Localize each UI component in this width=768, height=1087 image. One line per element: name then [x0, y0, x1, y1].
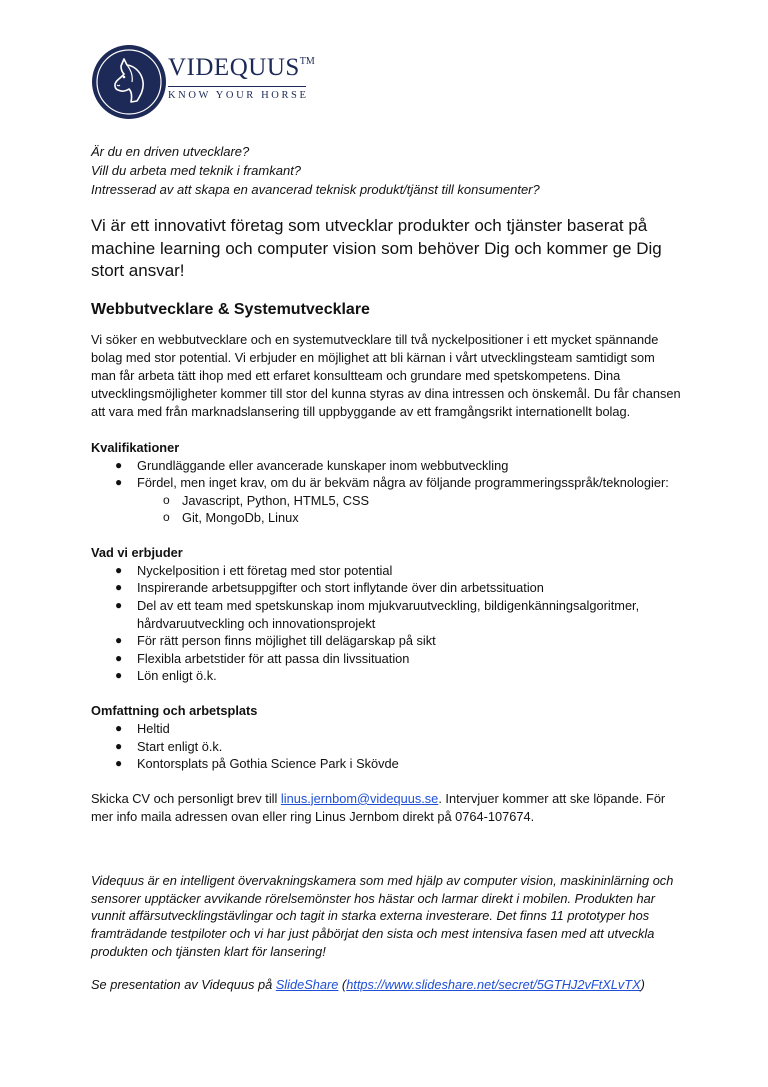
- presentation-line: [91, 976, 681, 994]
- contact-text: Skicka CV och personligt brev till: [91, 790, 281, 806]
- bullet-icon: ●: [115, 562, 123, 577]
- offer-heading: Vad vi erbjuder: [91, 544, 183, 560]
- horse-head-icon: [91, 44, 167, 120]
- intro-line: Intresserad av att skapa en avancerad teknisk produkt/tjänst till konsumenter?: [91, 182, 540, 197]
- company-logo: [91, 44, 315, 120]
- sublist-item-text: Git, MongoDb, Linux: [182, 510, 299, 526]
- bullet-icon: ●: [115, 633, 123, 648]
- bullet-icon: ●: [115, 580, 123, 595]
- list-item-text: Kontorsplats på Gothia Science Park i Skövde: [137, 756, 399, 772]
- paren-open: (: [338, 977, 347, 993]
- list-item: [91, 457, 681, 475]
- contact-paragraph: [91, 790, 681, 826]
- list-item: [91, 667, 681, 685]
- list-item-text: Inspirerande arbetsuppgifter och stort inflytande över din arbetssituation: [137, 580, 544, 596]
- list-item: [91, 474, 681, 527]
- presentation-text: Se presentation av Videquus på: [91, 977, 276, 993]
- list-item-text: Heltid: [137, 721, 170, 737]
- paren-close: ): [640, 977, 645, 993]
- scope-heading: Omfattning och arbetsplats: [91, 703, 258, 719]
- list-item: [91, 562, 681, 580]
- tech-sublist: [137, 492, 681, 527]
- list-item: [91, 650, 681, 668]
- list-item-text: Fördel, men inget krav, om du är bekväm några av följande programmeringsspråk/teknologier:: [137, 475, 669, 491]
- contact-text-end: . Intervjuer kommer att ske löpande. För mer info maila adressen ovan eller ring Linus Jernbom direkt på 0764-107674.: [91, 790, 666, 825]
- sublist-item-text: Javascript, Python, HTML5, CSS: [182, 492, 370, 508]
- list-item-text: Grundläggande eller avancerade kunskaper inom webbutveckling: [137, 457, 509, 473]
- list-item-text: Flexibla arbetstider för att passa din livssituation: [137, 650, 410, 666]
- document-body: [91, 142, 681, 994]
- slideshare-url-link[interactable]: https://www.slideshare.net/secret/5GTHJ2vFtXLvTX: [346, 977, 641, 993]
- bullet-icon: ●: [115, 598, 123, 613]
- offer-list: [91, 562, 681, 685]
- list-item: [91, 632, 681, 650]
- list-item-text: Del av ett team med spetskunskap inom mjukvaruutveckling, bildigenkänningsalgoritmer, hårdvaruutveckling och innovationsprojekt: [137, 598, 640, 631]
- list-item: [91, 597, 681, 632]
- list-item-text: Nyckelposition i ett företag med stor potential: [137, 562, 393, 578]
- logo-name: VIDEQUUS: [168, 54, 300, 81]
- scope-list: [91, 720, 681, 773]
- bullet-icon: ●: [115, 721, 123, 736]
- email-link[interactable]: linus.jernbom@videquus.se: [280, 790, 439, 806]
- bullet-icon: ●: [115, 738, 123, 753]
- list-item: [91, 579, 681, 597]
- logo-divider: [168, 86, 306, 87]
- job-title: Webbutvecklare & Systemutvecklare: [91, 300, 370, 318]
- bullet-icon: ●: [115, 475, 123, 490]
- company-description: Videquus är en intelligent övervakningskamera som med hjälp av computer vision, maskininlärning och sensorer upptäcker avvikande rörelsemönster hos hästar och larmar direkt i mobilen. Produkten har vunnit affärsutvecklingstävlingar och tagit in starka externa investerare. Det finns 11 prototyper hos framträdande testpiloter och vi har just påbörjat den sista och mest intensiva fasen med att utveckla produkten och tjänsten klart för lansering!: [91, 873, 674, 959]
- list-item-text: Lön enligt ö.k.: [137, 668, 217, 684]
- qualifications-heading: Kvalifikationer: [91, 439, 180, 455]
- list-item-text: För rätt person finns möjlighet till delägarskap på sikt: [137, 633, 436, 649]
- circle-bullet-icon: o: [163, 510, 170, 525]
- slideshare-link[interactable]: SlideShare: [275, 977, 339, 993]
- intro-line: Är du en driven utvecklare?: [91, 144, 250, 159]
- trademark-mark: TM: [299, 56, 315, 67]
- sublist-item: [91, 509, 681, 527]
- sublist-item: [91, 492, 681, 510]
- intro-questions: [91, 142, 681, 199]
- lead-paragraph: Vi är ett innovativt företag som utvecklar produkter och tjänster baserat på machine learning och computer vision som behöver Dig och kommer ge Dig stort ansvar!: [91, 216, 662, 280]
- list-item: [91, 720, 681, 738]
- circle-bullet-icon: o: [163, 492, 170, 507]
- intro-line: Vill du arbeta med teknik i framkant?: [91, 163, 302, 178]
- list-item: [91, 755, 681, 773]
- bullet-icon: ●: [115, 457, 123, 472]
- bullet-icon: ●: [115, 756, 123, 771]
- list-item-text: Start enligt ö.k.: [137, 738, 223, 754]
- list-item: [91, 738, 681, 756]
- bullet-icon: ●: [115, 668, 123, 683]
- logo-tagline: KNOW YOUR HORSE: [168, 90, 309, 101]
- logo-wordmark: [168, 54, 315, 82]
- qualifications-list: [91, 457, 681, 527]
- bullet-icon: ●: [115, 650, 123, 665]
- job-description: Vi söker en webbutvecklare och en systemutvecklare till två nyckelpositioner i ett mycket spännande bolag med stor potential. Vi erbjuder en möjlighet att bli kärnan i vårt utvecklingsteam samtidigt som man får arbeta tätt ihop med ett erfaret konsultteam och grundare med spetskompetens. Dina utvecklingsmöjligheter kommer till stor del kunna styras av dina intressen och önskemål. Du får chansen att vara med från marknadslansering till uppbyggande av ett framgångsrikt internationellt bolag.: [91, 331, 681, 420]
